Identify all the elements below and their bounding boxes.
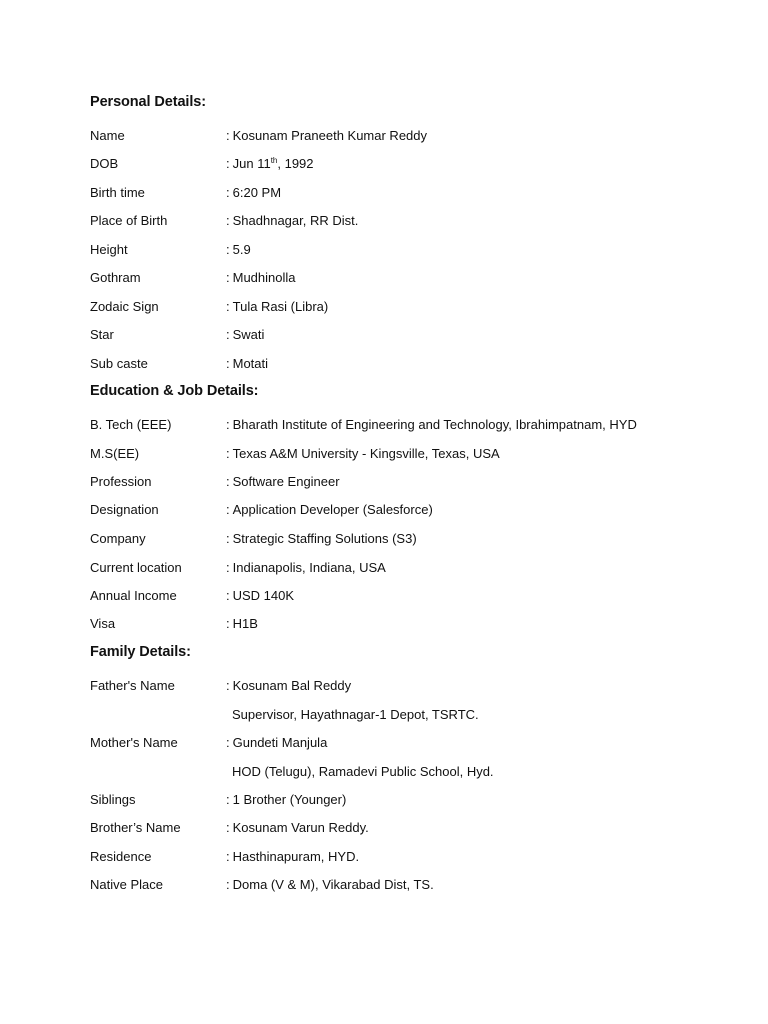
- detail-row-fathers-name: [90, 676, 750, 696]
- detail-label: Brother’s Name: [90, 820, 181, 835]
- detail-row-fathers-occupation: [90, 705, 750, 725]
- separator: :: [226, 588, 230, 603]
- separator: :: [226, 616, 230, 631]
- detail-label: Company: [90, 531, 146, 546]
- separator: :: [226, 820, 230, 835]
- separator: :: [226, 849, 230, 864]
- detail-value: [226, 558, 386, 578]
- detail-label: Annual Income: [90, 588, 177, 603]
- detail-row-birth-time: [90, 183, 750, 203]
- family-details-heading: Family Details:: [90, 644, 191, 660]
- detail-row-mothers-occupation: [90, 762, 750, 782]
- detail-label: Profession: [90, 474, 152, 489]
- value-text: Kosunam Bal Reddy: [232, 678, 352, 693]
- detail-row-profession: [90, 472, 750, 492]
- detail-label: Native Place: [90, 877, 163, 892]
- detail-row-native-place: [90, 875, 750, 895]
- detail-value: [226, 325, 264, 345]
- detail-value: [226, 126, 427, 146]
- detail-value: [226, 676, 351, 696]
- detail-label: Siblings: [90, 792, 136, 807]
- detail-row-btech: [90, 415, 750, 435]
- separator: :: [226, 792, 230, 807]
- detail-row-visa: [90, 614, 750, 634]
- detail-value: [226, 586, 294, 606]
- separator: :: [226, 242, 230, 257]
- value-text: 6:20 PM: [232, 185, 282, 200]
- value-text: Texas A&M University - Kingsville, Texas, USA: [232, 446, 500, 461]
- value-text: Tula Rasi (Libra): [232, 299, 329, 314]
- education-job-details-heading: Education & Job Details:: [90, 383, 259, 399]
- detail-value: [226, 154, 314, 174]
- detail-label: Height: [90, 242, 128, 257]
- detail-label: B. Tech (EEE): [90, 417, 172, 432]
- separator: :: [226, 185, 230, 200]
- separator: :: [226, 327, 230, 342]
- detail-label: Star: [90, 327, 114, 342]
- value-text: 5.9: [232, 242, 251, 257]
- detail-label: Gothram: [90, 270, 141, 285]
- detail-row-annual-income: [90, 586, 750, 606]
- detail-label: Current location: [90, 560, 182, 575]
- detail-row-siblings: [90, 790, 750, 810]
- detail-value: [226, 240, 251, 260]
- detail-row-designation: [90, 500, 750, 520]
- separator: :: [226, 128, 230, 143]
- value-text: , 1992: [277, 156, 314, 171]
- separator: :: [226, 213, 230, 228]
- detail-row-name: [90, 126, 750, 146]
- separator: :: [226, 474, 230, 489]
- detail-label: DOB: [90, 156, 119, 171]
- value-text: Indianapolis, Indiana, USA: [232, 560, 386, 575]
- detail-value: [226, 790, 346, 810]
- detail-value: [226, 444, 500, 464]
- separator: :: [226, 446, 230, 461]
- detail-value: [226, 529, 417, 549]
- detail-continuation: HOD (Telugu), Ramadevi Public School, Hyd.: [232, 764, 494, 779]
- detail-label: Name: [90, 128, 125, 143]
- value-text: 1 Brother (Younger): [232, 792, 347, 807]
- detail-value: [226, 500, 433, 520]
- detail-row-height: [90, 240, 750, 260]
- separator: :: [226, 735, 230, 750]
- separator: :: [226, 502, 230, 517]
- detail-value: [226, 733, 327, 753]
- detail-label: Residence: [90, 849, 152, 864]
- detail-value: [226, 472, 340, 492]
- detail-row-company: [90, 529, 750, 549]
- value-text: Kosunam Praneeth Kumar Reddy: [232, 128, 428, 143]
- detail-value: [226, 297, 328, 317]
- detail-label: M.S(EE): [90, 446, 140, 461]
- detail-label: Designation: [90, 502, 159, 517]
- separator: :: [226, 417, 230, 432]
- detail-value: [226, 614, 258, 634]
- detail-value: [226, 875, 434, 895]
- value-text: Motati: [232, 356, 269, 371]
- detail-label: Father's Name: [90, 678, 175, 693]
- detail-label: Mother's Name: [90, 735, 178, 750]
- value-text: Mudhinolla: [232, 270, 296, 285]
- detail-continuation: Supervisor, Hayathnagar-1 Depot, TSRTC.: [232, 707, 479, 722]
- separator: :: [226, 270, 230, 285]
- value-text: Kosunam Varun Reddy.: [232, 820, 369, 835]
- detail-row-mothers-name: [90, 733, 750, 753]
- detail-value: [226, 354, 268, 374]
- detail-row-gothram: [90, 268, 750, 288]
- detail-label: Zodaic Sign: [90, 299, 159, 314]
- separator: :: [226, 156, 230, 171]
- detail-label: Place of Birth: [90, 213, 168, 228]
- detail-row-dob: [90, 154, 750, 174]
- detail-row-zodiac-sign: [90, 297, 750, 317]
- separator: :: [226, 877, 230, 892]
- value-text: USD 140K: [232, 588, 295, 603]
- value-text: Doma (V & M), Vikarabad Dist, TS.: [232, 877, 434, 892]
- personal-details-heading: Personal Details:: [90, 94, 206, 110]
- detail-row-sub-caste: [90, 354, 750, 374]
- detail-row-star: [90, 325, 750, 345]
- value-text: Hasthinapuram, HYD.: [232, 849, 360, 864]
- value-text: Shadhnagar, RR Dist.: [232, 213, 359, 228]
- detail-label: Birth time: [90, 185, 145, 200]
- value-text: Software Engineer: [232, 474, 340, 489]
- detail-row-current-location: [90, 558, 750, 578]
- value-text: Strategic Staffing Solutions (S3): [232, 531, 417, 546]
- value-text: Jun 11: [232, 156, 271, 171]
- detail-value: [226, 818, 369, 838]
- value-text: Bharath Institute of Engineering and Technology, Ibrahimpatnam, HYD: [232, 417, 637, 432]
- separator: :: [226, 356, 230, 371]
- separator: :: [226, 299, 230, 314]
- detail-row-residence: [90, 847, 750, 867]
- separator: :: [226, 531, 230, 546]
- detail-label: Sub caste: [90, 356, 148, 371]
- detail-label: Visa: [90, 616, 116, 631]
- value-text: Gundeti Manjula: [232, 735, 328, 750]
- separator: :: [226, 678, 230, 693]
- detail-value: [226, 847, 359, 867]
- separator: :: [226, 560, 230, 575]
- value-text: Application Developer (Salesforce): [232, 502, 433, 517]
- detail-value: [226, 183, 281, 203]
- value-text: Swati: [232, 327, 265, 342]
- detail-row-ms: [90, 444, 750, 464]
- ordinal-suffix: th: [270, 156, 278, 165]
- detail-row-place-of-birth: [90, 211, 750, 231]
- detail-row-brothers-name: [90, 818, 750, 838]
- value-text: H1B: [232, 616, 258, 631]
- detail-value: [226, 268, 296, 288]
- detail-value: [226, 211, 358, 231]
- detail-value: [226, 415, 637, 435]
